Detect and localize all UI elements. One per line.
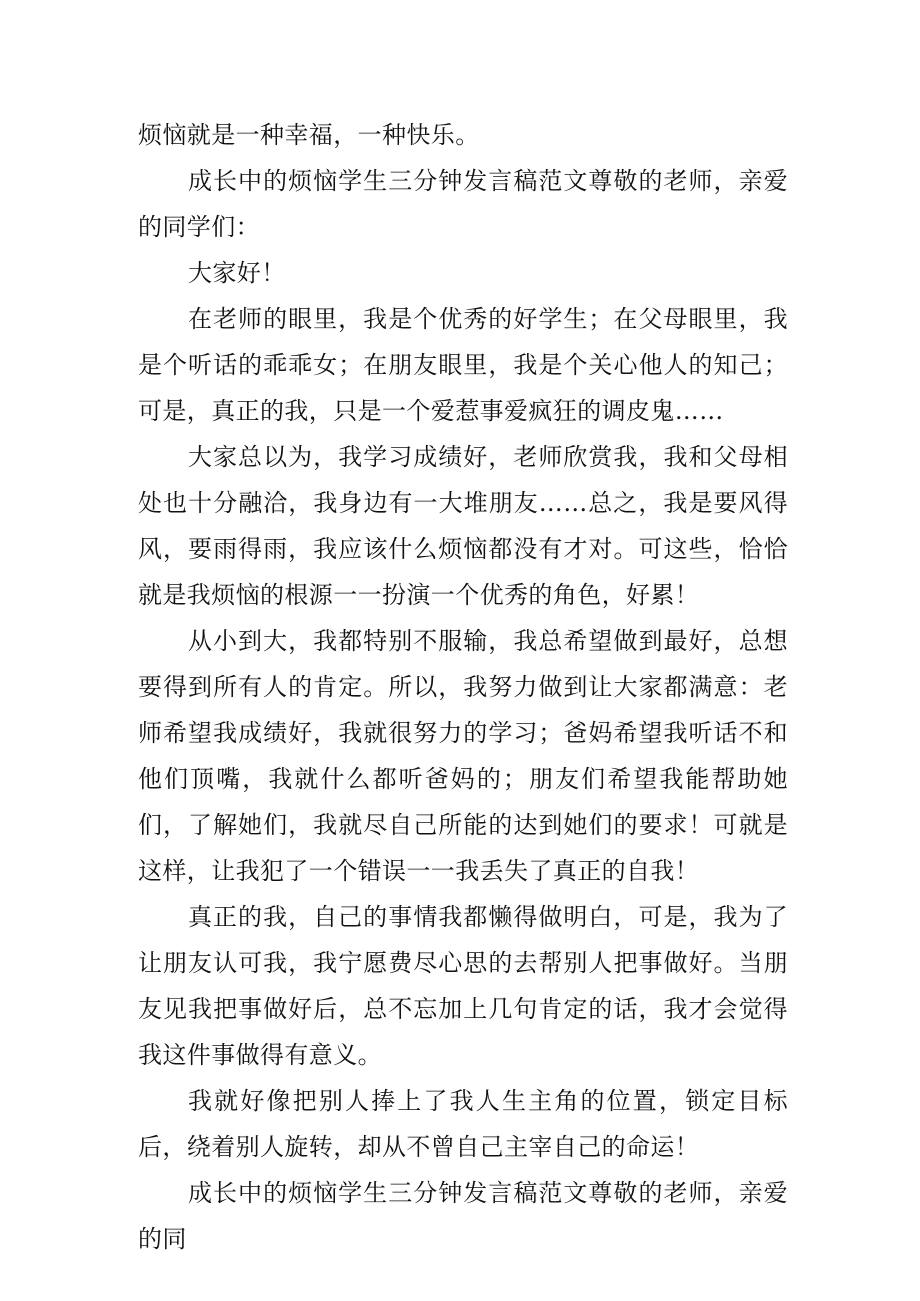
paragraph-7: 真正的我，自己的事情我都懒得做明白，可是，我为了让朋友认可我，我宁愿费尽心思的去帮别人把事做好。当朋友见我把事做好后，总不忘加上几句肯定的话，我才会觉得我这件事做得有意义。: [138, 903, 788, 1069]
paragraph-9: 成长中的烦恼学生三分钟发言稿范文尊敬的老师，亲爱的同: [138, 1179, 788, 1253]
paragraph-1: 烦恼就是一种幸福，一种快乐。: [138, 121, 480, 149]
document-body: [138, 112, 788, 1262]
paragraph-8: 我就好像把别人捧上了我人生主角的位置，锁定目标后，绕着别人旋转，却从不曾自己主宰自己的命运！: [138, 1087, 788, 1161]
paragraph-2: 成长中的烦恼学生三分钟发言稿范文尊敬的老师，亲爱的同学们：: [138, 167, 788, 241]
paragraph-4: 在老师的眼里，我是个优秀的好学生；在父母眼里，我是个听话的乖乖女；在朋友眼里，我是个关心他人的知己；可是，真正的我，只是一个爱惹事爱疯狂的调皮鬼……: [138, 305, 788, 425]
paragraph-6: 从小到大，我都特别不服输，我总希望做到最好，总想要得到所有人的肯定。所以，我努力做到让大家都满意：老师希望我成绩好，我就很努力的学习；爸妈希望我听话不和他们顶嘴，我就什么都听爸妈的；朋友们希望我能帮助她们，了解她们，我就尽自己所能的达到她们的要求！可就是这样，让我犯了一个错误一一我丢失了真正的自我！: [138, 627, 788, 885]
paragraph-5: 大家总以为，我学习成绩好，老师欣赏我，我和父母相处也十分融洽，我身边有一大堆朋友……总之，我是要风得风，要雨得雨，我应该什么烦恼都没有才对。可这些，恰恰就是我烦恼的根源一一扮演一个优秀的角色，好累！: [138, 443, 788, 609]
paragraph-3: 大家好！: [188, 259, 286, 287]
